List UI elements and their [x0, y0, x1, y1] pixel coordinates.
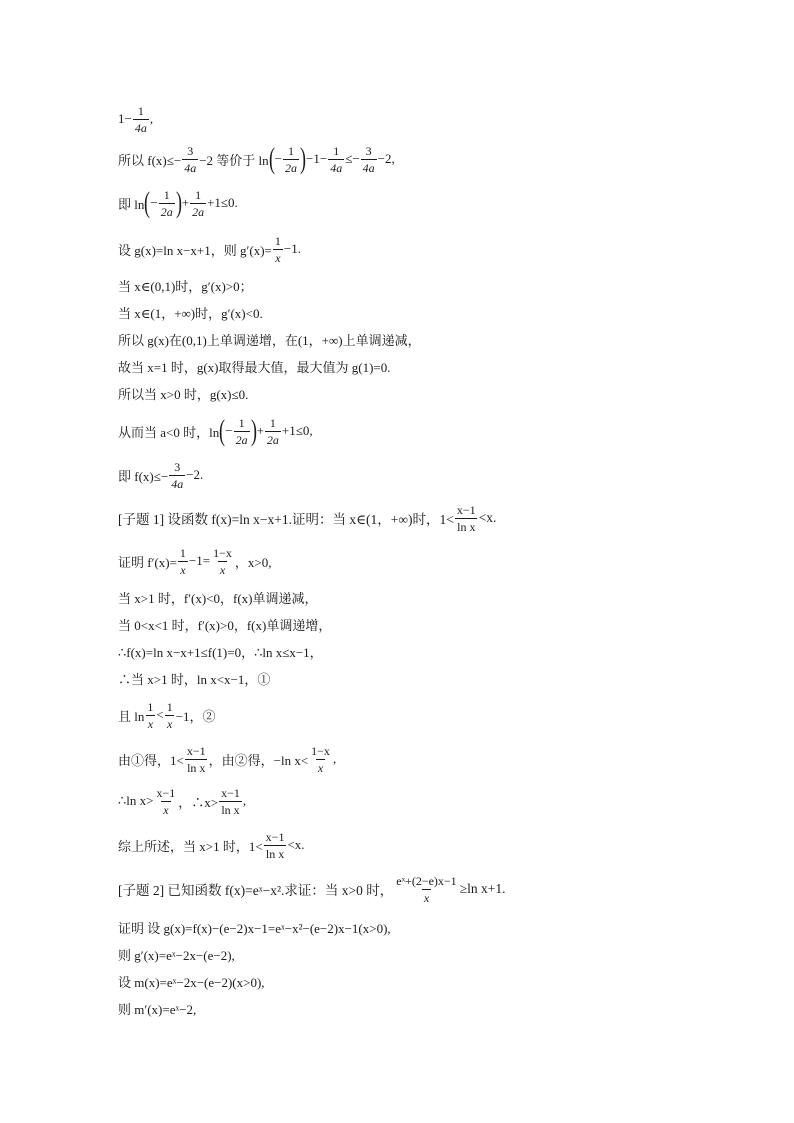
math-line-13: [118, 546, 271, 576]
subproblem-1-heading: [118, 503, 496, 533]
denominator: ln x: [265, 846, 285, 861]
left-paren: (: [144, 186, 151, 219]
text-line-7: 所以 g(x)在(0,1)上单调递增，在(1，+∞)上单调递减，: [118, 332, 421, 348]
fraction: [273, 235, 283, 264]
text: −1−: [306, 151, 328, 166]
text: −1.: [283, 241, 301, 256]
text: 即 f(x)≤−: [118, 468, 169, 484]
text: <x.: [287, 837, 305, 852]
numerator: 1: [195, 187, 202, 202]
math-line-1: [118, 104, 153, 134]
math-line-21: [118, 830, 305, 860]
text: 1−: [118, 111, 132, 126]
fraction: [159, 189, 175, 218]
right-paren: ): [300, 142, 307, 175]
fraction: [154, 787, 177, 816]
text: +1≤0.: [207, 195, 238, 210]
numerator: 1: [163, 187, 170, 202]
denominator: x: [163, 802, 169, 817]
subproblem-2-heading: [118, 874, 505, 904]
text: ，由②得，−ln x<: [208, 752, 309, 768]
denominator: ln x: [187, 760, 206, 775]
text: −2,: [377, 151, 395, 166]
text-line-9: 所以当 x>0 时，g(x)≤0.: [118, 386, 249, 402]
text: ，∴x>: [178, 794, 219, 810]
text-line-14: 当 x>1 时，f′(x)<0，f(x)单调递减，: [118, 590, 318, 606]
fraction: [265, 417, 281, 446]
fraction: [169, 461, 185, 490]
math-line-19: [118, 744, 336, 774]
text: ∴ln x>: [118, 793, 154, 808]
numerator: 3: [187, 143, 194, 158]
numerator: 1−x: [311, 743, 330, 758]
text: ,: [332, 751, 337, 766]
numerator: 1: [333, 143, 340, 158]
fraction: [283, 145, 299, 174]
text: ,: [242, 793, 247, 808]
denominator: x: [219, 562, 226, 577]
denominator: x: [423, 890, 430, 905]
fraction: [309, 745, 332, 774]
numerator: 1: [288, 143, 295, 158]
denominator: 2a: [192, 204, 205, 219]
fraction: [165, 701, 175, 730]
text-line-8: 故当 x=1 时，g(x)取得最大值，最大值为 g(1)=0.: [118, 359, 391, 375]
numerator: 1: [147, 699, 154, 714]
denominator: 2a: [285, 160, 298, 175]
text-line-24: 则 g′(x)=eˣ−2x−(e−2),: [118, 947, 235, 963]
left-paren: (: [268, 142, 275, 175]
denominator: 4a: [171, 476, 184, 491]
denominator: 4a: [134, 120, 147, 135]
text-line-17: ∴当 x>1 时，ln x<x−1，①: [118, 671, 271, 687]
text: 由①得，1<: [118, 752, 184, 768]
fraction: [328, 145, 344, 174]
fraction: [185, 745, 208, 774]
fraction: [178, 547, 188, 576]
text: 且 ln: [118, 708, 145, 724]
numerator: x−1: [221, 785, 240, 800]
text: ,: [149, 111, 154, 126]
text: −2 等价于 ln: [199, 152, 269, 168]
fraction: [361, 145, 377, 174]
numerator: x−1: [265, 829, 285, 844]
fraction: [133, 105, 149, 134]
text-line-23: 证明 设 g(x)=f(x)−(e−2)x−1=eˣ−x²−(e−2)x−1(x>0),: [118, 920, 391, 936]
denominator: x: [147, 716, 154, 731]
text: ≤−: [345, 151, 360, 166]
text-line-26: 则 m′(x)=eˣ−2,: [118, 1001, 197, 1017]
numerator: 3: [365, 143, 372, 158]
text: [子题 1] 设函数 f(x)=ln x−x+1.证明：当 x∈(1，+∞)时，1<: [118, 512, 454, 527]
numerator: 1: [238, 415, 245, 430]
numerator: x−1: [156, 785, 176, 800]
text: −2.: [186, 467, 204, 482]
right-paren: ): [175, 186, 182, 219]
denominator: 4a: [184, 160, 197, 175]
fraction: [182, 145, 198, 174]
text: ≥ln x+1.: [459, 881, 506, 896]
fraction: [264, 831, 287, 860]
numerator: 1: [166, 699, 173, 714]
text: −1=: [188, 553, 211, 568]
text: +: [256, 423, 264, 438]
denominator: ln x: [221, 802, 240, 817]
math-line-4: [118, 234, 301, 264]
numerator: 1: [179, 545, 186, 560]
math-line-20: [118, 786, 246, 816]
text: [子题 2] 已知函数 f(x)=eˣ−x².求证：当 x>0 时，: [118, 883, 394, 898]
numerator: eˣ+(2−e)x−1: [396, 873, 457, 888]
denominator: x: [180, 562, 186, 577]
right-paren: ): [250, 414, 257, 447]
fraction: [211, 547, 234, 576]
denominator: 2a: [235, 432, 248, 447]
numerator: x−1: [456, 502, 476, 517]
denominator: x: [167, 716, 173, 731]
left-paren: (: [219, 414, 226, 447]
text-line-15: 当 0<x<1 时，f′(x)>0，f(x)单调递增，: [118, 617, 332, 633]
denominator: 2a: [266, 432, 279, 447]
text: 所以 f(x)≤−: [118, 152, 182, 168]
denominator: ln x: [457, 519, 476, 534]
fraction: [190, 189, 206, 218]
math-line-2: 所以 f(x)≤− $\frac{3}{4a}$ −2 等价于 ln ( − $\frac{1}{2a}$ ) −1− $\frac{1}{4a}$ ≤− $\frac{3}{4a}$ −2,: [118, 142, 395, 175]
numerator: 1: [274, 233, 281, 248]
denominator: 4a: [330, 160, 343, 175]
math-line-11: [118, 460, 203, 490]
denominator: x: [275, 250, 281, 265]
fraction: [145, 701, 155, 730]
text: ，x>0,: [234, 554, 272, 570]
denominator: 4a: [362, 160, 375, 175]
text: 设 g(x)=ln x−x+1，则 g′(x)=: [118, 242, 272, 258]
fraction: [455, 504, 478, 533]
numerator: 1: [137, 103, 144, 118]
numerator: 1−x: [213, 545, 232, 560]
numerator: 3: [174, 459, 181, 474]
text: 即 ln: [118, 196, 145, 212]
text: <x.: [478, 510, 497, 525]
fraction: [219, 787, 242, 816]
numerator: 1: [269, 415, 276, 430]
text: 从而当 a<0 时，ln: [118, 424, 220, 440]
text: <: [156, 707, 164, 722]
numerator: x−1: [186, 743, 206, 758]
text-line-6: 当 x∈(1，+∞)时，g′(x)<0.: [118, 305, 263, 321]
math-line-10: 从而当 a<0 时，ln ( − $\frac{1}{2a}$ ) + $\frac{1}{2a}$ +1≤0,: [118, 414, 313, 447]
math-line-3: 即 ln ( − $\frac{1}{2a}$ ) + $\frac{1}{2a}$ +1≤0.: [118, 186, 238, 219]
denominator: x: [317, 760, 324, 775]
denominator: 2a: [160, 204, 173, 219]
fraction: [234, 417, 250, 446]
text: 证明 f′(x)=: [118, 554, 177, 570]
text: −1，②: [175, 708, 216, 724]
text: +: [181, 195, 190, 210]
text-line-5: 当 x∈(0,1)时，g′(x)>0；: [118, 278, 253, 294]
text-line-16: ∴f(x)=ln x−x+1≤f(1)=0，∴ln x≤x−1，: [118, 644, 323, 660]
fraction: [394, 875, 458, 904]
text: +1≤0,: [281, 423, 313, 438]
text-line-25: 设 m(x)=eˣ−2x−(e−2)(x>0),: [118, 974, 265, 990]
math-line-18: [118, 700, 216, 730]
text: 综上所述，当 x>1 时，1<: [118, 838, 263, 854]
